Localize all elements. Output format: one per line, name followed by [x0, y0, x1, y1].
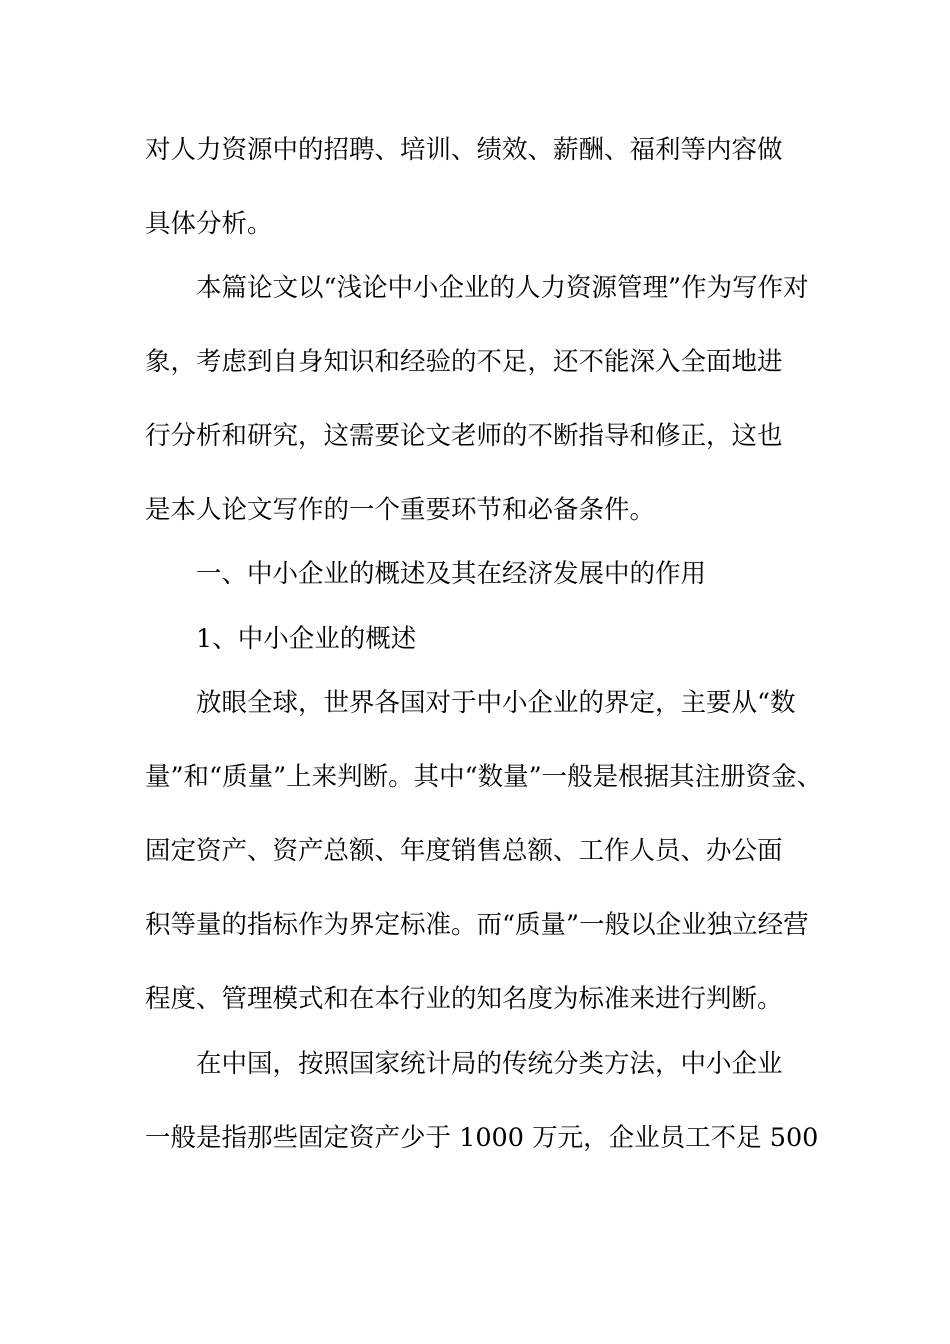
text-line-6: 是本人论文写作的一个重要环节和必备条件。: [145, 495, 656, 525]
text-line-13: 程度、管理模式和在本行业的知名度为标准来进行判断。: [145, 984, 783, 1014]
text-line-10: 量”和“质量”上来判断。其中“数量”一般是根据其注册资金、: [145, 762, 823, 792]
text-line-3: 本篇论文以“浅论中小企业的人力资源管理”作为写作对: [196, 273, 809, 303]
text-line-1: 对人力资源中的招聘、培训、绩效、薪酬、福利等内容做: [145, 135, 783, 165]
text-line-15: 一般是指那些固定资产少于 1000 万元，企业员工不足 500: [145, 1123, 819, 1153]
subsection-heading: 1、中小企业的概述: [196, 624, 417, 654]
text-line-9: 放眼全球，世界各国对于中小企业的界定，主要从“数: [196, 688, 796, 718]
text-line-12: 积等量的指标作为界定标准。而“质量”一般以企业独立经营: [145, 910, 809, 940]
text-line-2: 具体分析。: [145, 209, 273, 239]
text-line-14: 在中国，按照国家统计局的传统分类方法，中小企业: [196, 1049, 783, 1079]
text-line-4: 象，考虑到自身知识和经验的不足，还不能深入全面地进: [145, 347, 783, 377]
section-heading: 一、中小企业的概述及其在经济发展中的作用: [196, 559, 707, 589]
text-line-5: 行分析和研究，这需要论文老师的不断指导和修正，这也: [145, 421, 783, 451]
text-line-11: 固定资产、资产总额、年度销售总额、工作人员、办公面: [145, 836, 783, 866]
